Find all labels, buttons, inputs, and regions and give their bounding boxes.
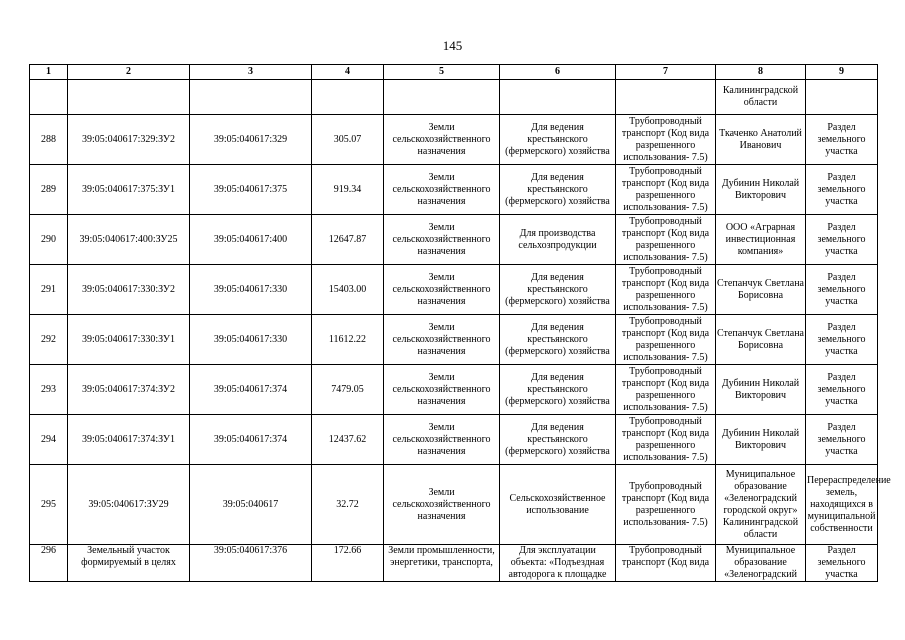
land-category-cell: Земли сельскохозяйственного назначения xyxy=(384,365,500,415)
area-cell: 11612.22 xyxy=(312,315,384,365)
land-category-cell: Земли сельскохозяйственного назначения xyxy=(384,315,500,365)
source-plot-cell: 39:05:040617 xyxy=(190,465,312,545)
source-plot-cell: 39:05:040617:329 xyxy=(190,115,312,165)
land-category-cell: Земли сельскохозяйственного назначения xyxy=(384,115,500,165)
row-number-cell: 290 xyxy=(30,215,68,265)
area-cell: 15403.00 xyxy=(312,265,384,315)
source-plot-cell: 39:05:040617:374 xyxy=(190,365,312,415)
plot-number-cell: Земельный участок формируемый в целях xyxy=(68,545,190,582)
owner-cell: Дубинин Николай Викторович xyxy=(716,365,806,415)
method-cell: Перераспределение земель, находящихся в муниципальной собственности xyxy=(806,465,878,545)
row-number-cell: 295 xyxy=(30,465,68,545)
plot-number-cell: 39:05:040617:329:ЗУ2 xyxy=(68,115,190,165)
method-cell: Раздел земельного участка xyxy=(806,365,878,415)
row-number-cell: 294 xyxy=(30,415,68,465)
area-cell: 12647.87 xyxy=(312,215,384,265)
owner-cell: Степанчук Светлана Борисовна xyxy=(716,315,806,365)
method-cell: Раздел земельного участка xyxy=(806,415,878,465)
column-header: 3 xyxy=(190,65,312,80)
plot-number-cell: 39:05:040617:375:ЗУ1 xyxy=(68,165,190,215)
planned-use-cell: Трубопроводный транспорт (Код вида разрешенного использования- 7.5) xyxy=(616,465,716,545)
planned-use-cell: Трубопроводный транспорт (Код вида разрешенного использования- 7.5) xyxy=(616,115,716,165)
source-plot-cell: 39:05:040617:376 xyxy=(190,545,312,582)
planned-use-cell: Трубопроводный транспорт (Код вида разрешенного использования- 7.5) xyxy=(616,215,716,265)
table-cell xyxy=(30,80,68,115)
source-plot-cell: 39:05:040617:330 xyxy=(190,265,312,315)
owner-cell: Муниципальное образование «Зеленоградский городской округ» Калининградской области xyxy=(716,465,806,545)
column-header: 5 xyxy=(384,65,500,80)
table-cell xyxy=(190,80,312,115)
table-cell xyxy=(616,80,716,115)
method-cell: Раздел земельного участка xyxy=(806,115,878,165)
column-header: 7 xyxy=(616,65,716,80)
current-use-cell: Для ведения крестьянского (фермерского) хозяйства xyxy=(500,115,616,165)
owner-cell: Муниципальное образование «Зеленоградский xyxy=(716,545,806,582)
table-row xyxy=(30,265,878,315)
method-cell: Раздел земельного участка xyxy=(806,315,878,365)
current-use-cell: Для ведения крестьянского (фермерского) хозяйства xyxy=(500,365,616,415)
planned-use-cell: Трубопроводный транспорт (Код вида разрешенного использования- 7.5) xyxy=(616,365,716,415)
owner-cell: ООО «Аграрная инвестиционная компания» xyxy=(716,215,806,265)
current-use-cell: Для производства сельхозпродукции xyxy=(500,215,616,265)
planned-use-cell: Трубопроводный транспорт (Код вида разрешенного использования- 7.5) xyxy=(616,165,716,215)
page-number: 145 xyxy=(442,38,463,53)
method-cell: Раздел земельного участка xyxy=(806,265,878,315)
table-row xyxy=(30,365,878,415)
row-number-cell: 289 xyxy=(30,165,68,215)
area-cell: 32.72 xyxy=(312,465,384,545)
area-cell: 172.66 xyxy=(312,545,384,582)
table-row xyxy=(30,115,878,165)
continuation-row xyxy=(30,80,878,115)
plot-number-cell: 39:05:040617:330:ЗУ2 xyxy=(68,265,190,315)
source-plot-cell: 39:05:040617:330 xyxy=(190,315,312,365)
owner-cell: Ткаченко Анатолий Иванович xyxy=(716,115,806,165)
column-header: 4 xyxy=(312,65,384,80)
area-cell: 7479.05 xyxy=(312,365,384,415)
column-header: 1 xyxy=(30,65,68,80)
table-row xyxy=(30,545,878,582)
current-use-cell: Для ведения крестьянского (фермерского) хозяйства xyxy=(500,165,616,215)
plot-number-cell: 39:05:040617:ЗУ29 xyxy=(68,465,190,545)
area-cell: 919.34 xyxy=(312,165,384,215)
method-cell: Раздел земельного участка xyxy=(806,215,878,265)
table-cell xyxy=(384,80,500,115)
column-header: 8 xyxy=(716,65,806,80)
planned-use-cell: Трубопроводный транспорт (Код вида разрешенного использования- 7.5) xyxy=(616,315,716,365)
land-category-cell: Земли сельскохозяйственного назначения xyxy=(384,215,500,265)
source-plot-cell: 39:05:040617:374 xyxy=(190,415,312,465)
plot-number-cell: 39:05:040617:374:ЗУ1 xyxy=(68,415,190,465)
land-category-cell: Земли сельскохозяйственного назначения xyxy=(384,265,500,315)
column-header: 6 xyxy=(500,65,616,80)
row-number-cell: 288 xyxy=(30,115,68,165)
method-cell: Раздел земельного участка xyxy=(806,165,878,215)
area-cell: 12437.62 xyxy=(312,415,384,465)
table-row xyxy=(30,315,878,365)
table-cell xyxy=(806,80,878,115)
row-number-cell: 292 xyxy=(30,315,68,365)
land-category-cell: Земли сельскохозяйственного назначения xyxy=(384,415,500,465)
land-category-cell: Земли промышленности, энергетики, транспорта, xyxy=(384,545,500,582)
area-cell: 305.07 xyxy=(312,115,384,165)
column-header: 9 xyxy=(806,65,878,80)
planned-use-cell: Трубопроводный транспорт (Код вида разрешенного использования- 7.5) xyxy=(616,265,716,315)
plot-number-cell: 39:05:040617:330:ЗУ1 xyxy=(68,315,190,365)
table-row xyxy=(30,415,878,465)
table-cell xyxy=(500,80,616,115)
source-plot-cell: 39:05:040617:400 xyxy=(190,215,312,265)
table-row xyxy=(30,215,878,265)
plot-number-cell: 39:05:040617:374:ЗУ2 xyxy=(68,365,190,415)
row-number-cell: 293 xyxy=(30,365,68,415)
land-category-cell: Земли сельскохозяйственного назначения xyxy=(384,465,500,545)
column-header: 2 xyxy=(68,65,190,80)
row-number-cell: 296 xyxy=(30,545,68,582)
owner-cell: Степанчук Светлана Борисовна xyxy=(716,265,806,315)
land-plots-table xyxy=(29,64,891,582)
header-row xyxy=(30,65,878,80)
table-cell xyxy=(68,80,190,115)
method-cell: Раздел земельного участка xyxy=(806,545,878,582)
table-row xyxy=(30,465,878,545)
current-use-cell: Для ведения крестьянского (фермерского) хозяйства xyxy=(500,265,616,315)
table-cell xyxy=(312,80,384,115)
current-use-cell: Для эксплуатации объекта: «Подъездная автодорога к площадке xyxy=(500,545,616,582)
table-row xyxy=(30,165,878,215)
current-use-cell: Для ведения крестьянского (фермерского) хозяйства xyxy=(500,315,616,365)
planned-use-cell: Трубопроводный транспорт (Код вида xyxy=(616,545,716,582)
owner-cell: Дубинин Николай Викторович xyxy=(716,165,806,215)
planned-use-cell: Трубопроводный транспорт (Код вида разрешенного использования- 7.5) xyxy=(616,415,716,465)
current-use-cell: Сельскохозяйственное использование xyxy=(500,465,616,545)
owner-cell: Калининградской области xyxy=(716,80,806,115)
current-use-cell: Для ведения крестьянского (фермерского) хозяйства xyxy=(500,415,616,465)
row-number-cell: 291 xyxy=(30,265,68,315)
land-category-cell: Земли сельскохозяйственного назначения xyxy=(384,165,500,215)
owner-cell: Дубинин Николай Викторович xyxy=(716,415,806,465)
source-plot-cell: 39:05:040617:375 xyxy=(190,165,312,215)
plot-number-cell: 39:05:040617:400:ЗУ25 xyxy=(68,215,190,265)
